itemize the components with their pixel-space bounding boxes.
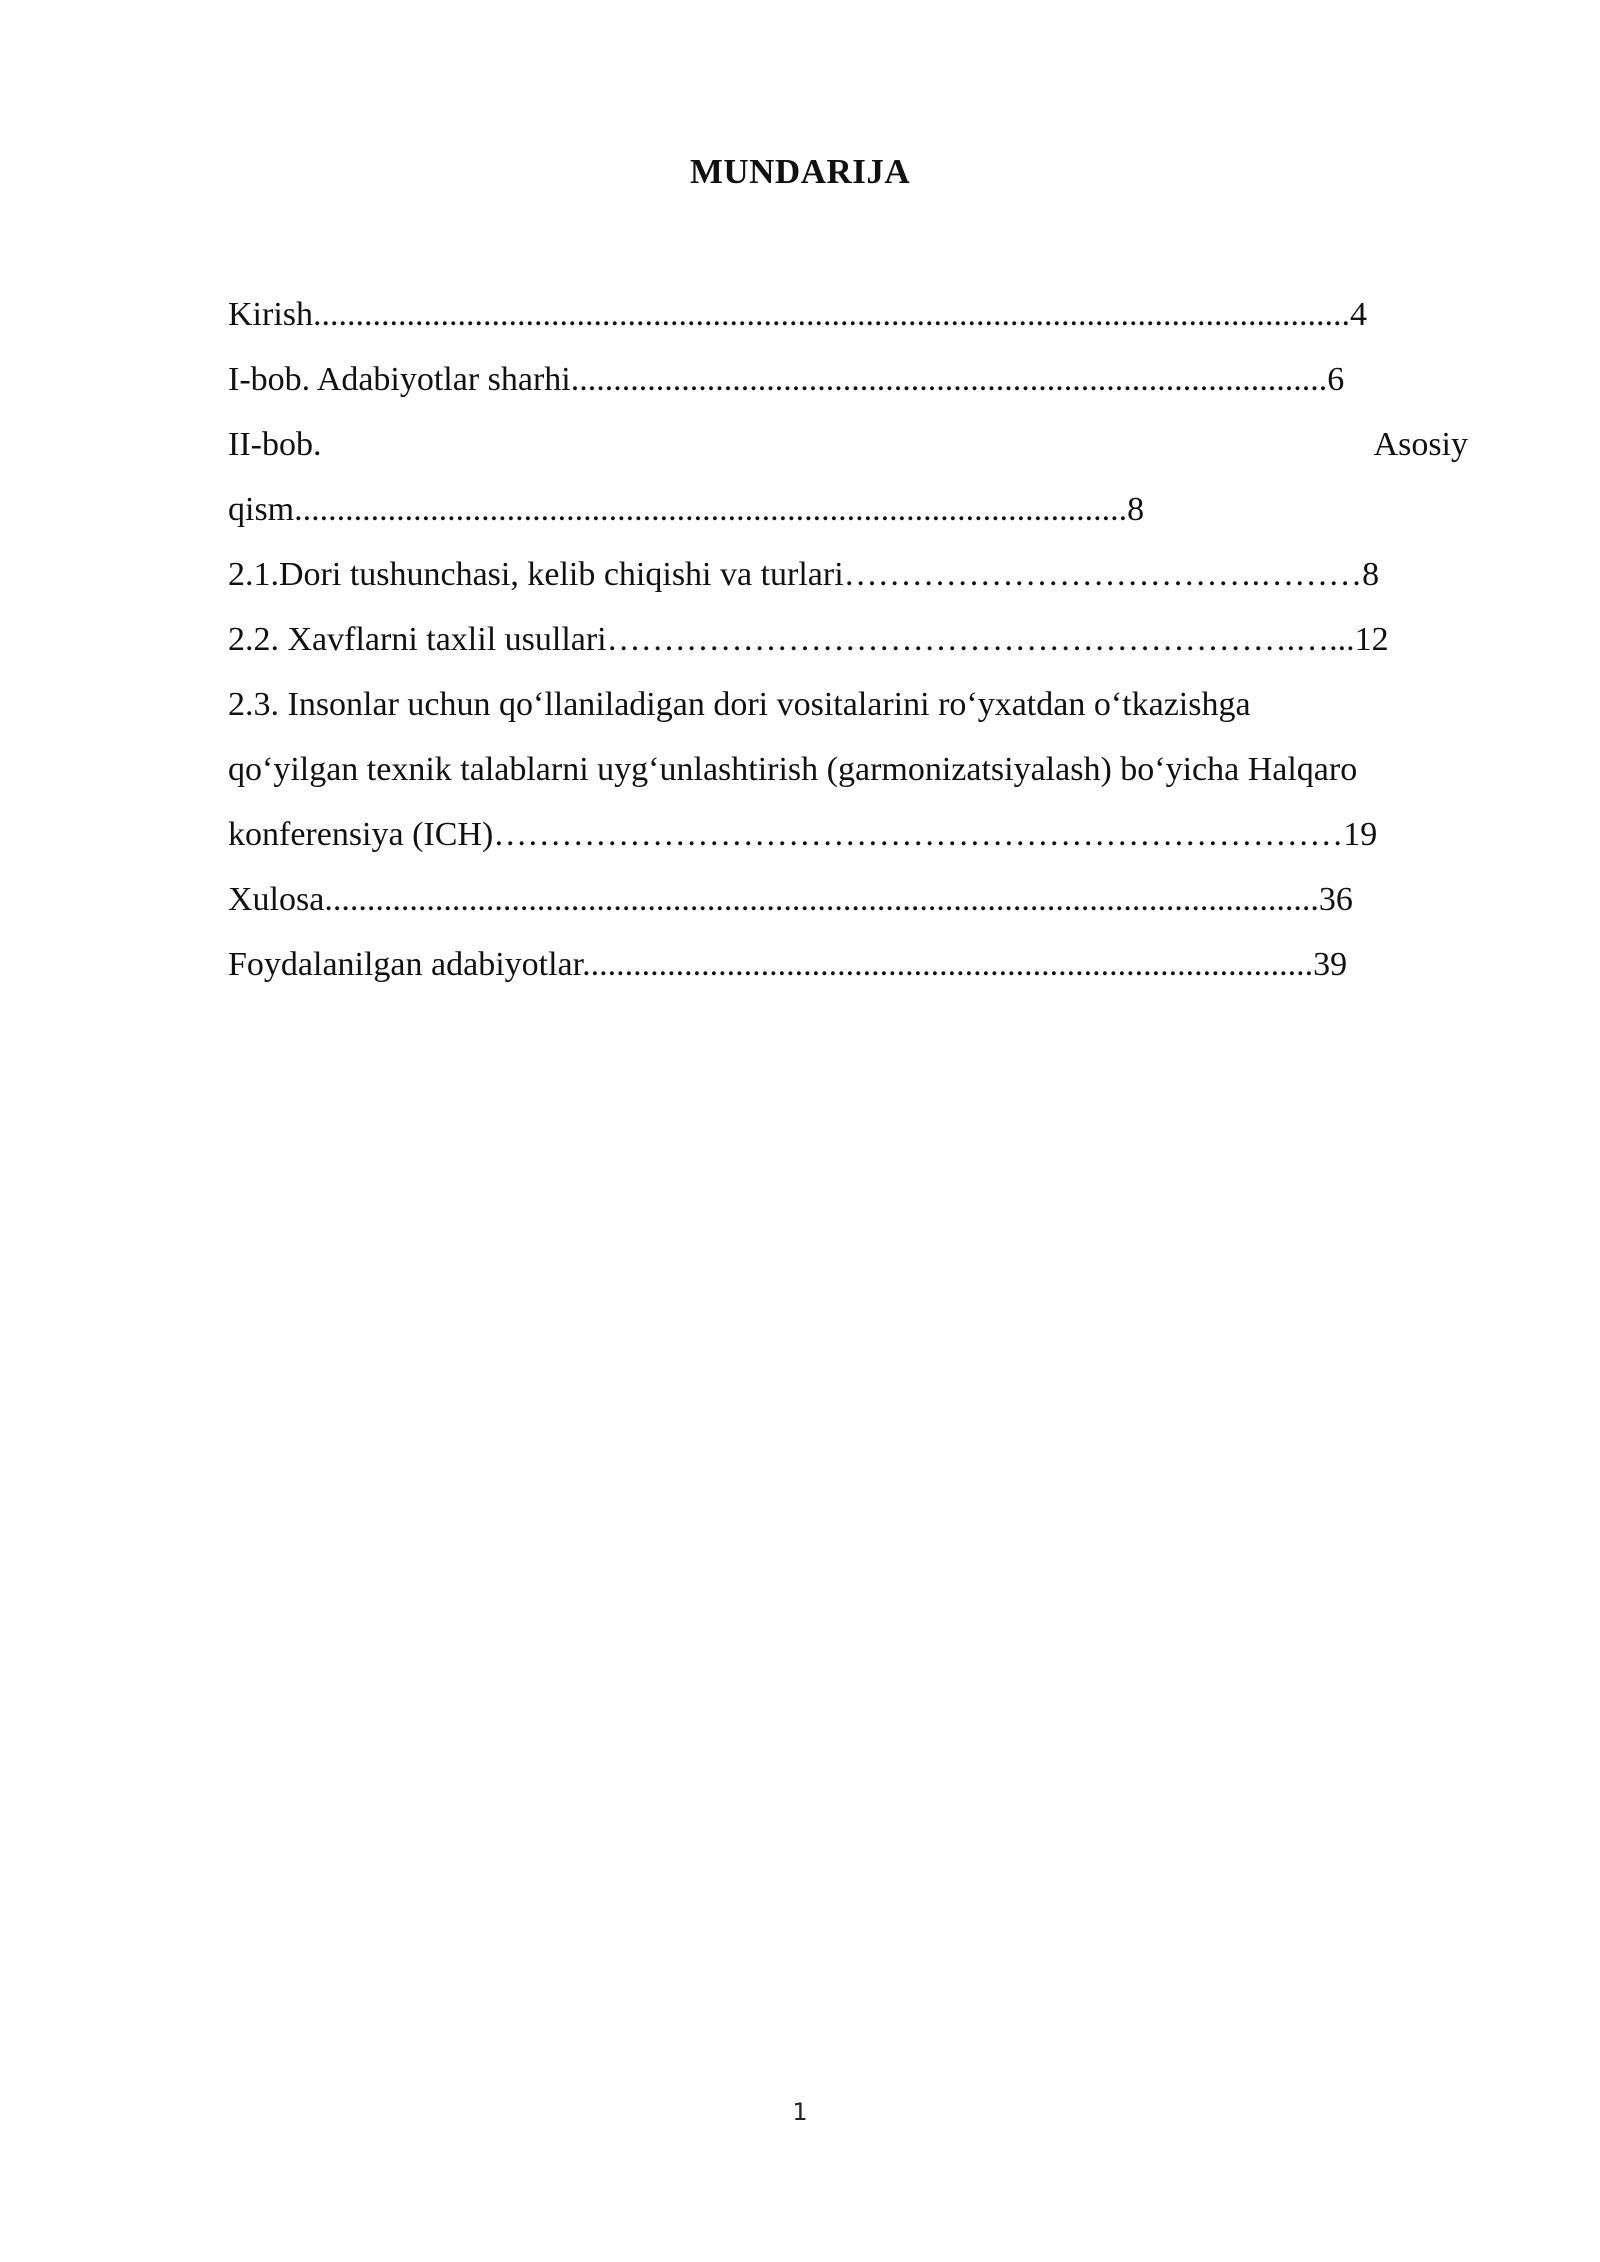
table-of-contents	[228, 282, 1468, 997]
toc-entry-foydalanilgan: Foydalanilgan adabiyotlar......................................................................................39	[228, 946, 1348, 983]
toc-entry-section-2-1: 2.1.Dori tushunchasi, kelib chiqishi va turlari……………………………….………8	[228, 556, 1380, 593]
toc-entry-bob2-title: Asosiy	[1373, 426, 1468, 463]
toc-entry-section-2-3-line3: konferensiya (ICH)…………………………………………………………………19	[228, 816, 1378, 853]
toc-entry-bob2	[228, 412, 1468, 477]
toc-entry-section-2-2: 2.2. Xavflarni taxlil usullari…………………………………………………….…...12	[228, 621, 1389, 658]
toc-entry-bob1: I-bob. Adabiyotlar sharhi.........................................................................................6	[228, 361, 1345, 398]
toc-entry-xulosa: Xulosa.....................................................................................................................36	[228, 881, 1353, 918]
toc-entry-bob2-continuation: qism..................................................................................................8	[228, 491, 1145, 528]
toc-entry-bob2-label: II-bob.	[228, 426, 322, 463]
page-number: 1	[792, 2098, 808, 2126]
toc-entry-kirish: Kirish..........................................................................................................................4	[228, 296, 1367, 333]
toc-entry-section-2-3-line1: 2.3. Insonlar uchun qo‘llaniladigan dori vositalarini ro‘yxatdan o‘tkazishga	[228, 686, 1251, 723]
page-title: MUNDARIJA	[689, 152, 911, 191]
toc-entry-section-2-3-line2: qo‘yilgan texnik talablarni uyg‘unlashtirish (garmonizatsiyalash) bo‘yicha Halqaro	[228, 751, 1358, 788]
